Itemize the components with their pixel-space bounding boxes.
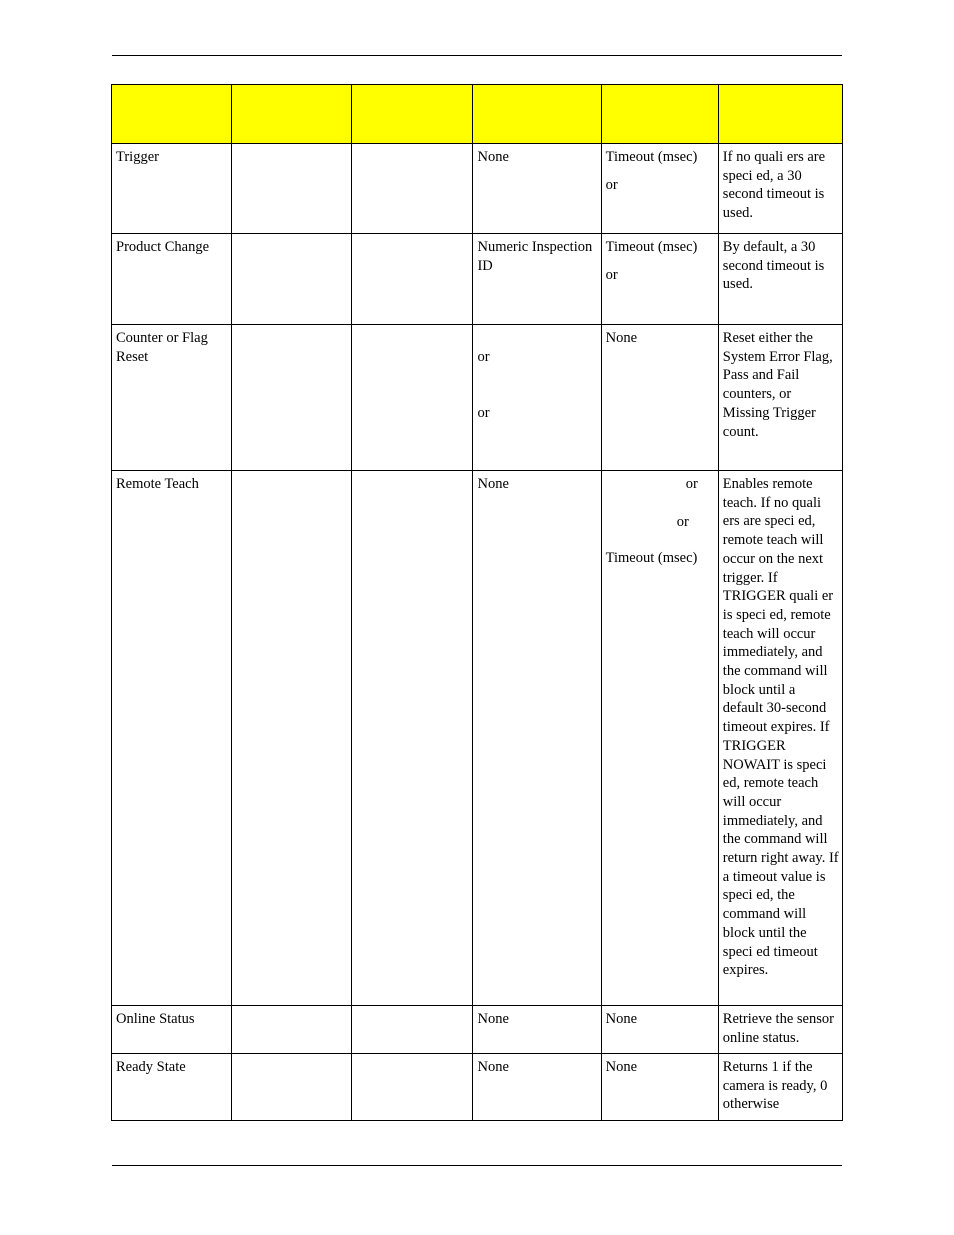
parameter-cell: [473, 325, 601, 471]
col3-cell: [352, 144, 473, 234]
description-text: ers are speci: [722, 149, 826, 184]
table-row: [112, 325, 843, 471]
qualifier-text: None: [605, 1059, 638, 1075]
table-row: [112, 234, 843, 325]
col3-cell: [352, 1054, 473, 1121]
description-text: ed, a 30 second timeout is used.: [722, 167, 825, 222]
parameter-text: None: [477, 1059, 509, 1075]
description-cell: [718, 325, 842, 471]
description-cell: [718, 144, 842, 234]
parameter-cell: [473, 1006, 601, 1054]
qualifier-text: Timeout (msec): [605, 239, 698, 255]
col2-cell: [232, 325, 352, 471]
qualifier-text: Timeout (msec): [605, 149, 698, 165]
parameter-text: or: [477, 404, 490, 421]
qualifier-text: or: [605, 266, 618, 283]
description-cell: [718, 471, 842, 1006]
description-text: By default, a 30 second timeout is used.: [722, 239, 825, 293]
parameter-text: None: [477, 476, 509, 492]
description-text: Returns 1 if the camera is ready, 0 otherwise: [722, 1059, 828, 1113]
parameter-text: None: [477, 149, 509, 165]
header-cell: [352, 85, 473, 144]
table-row: [112, 471, 843, 1006]
command-cell: Trigger: [112, 144, 232, 234]
qualifier-cell: [601, 1054, 718, 1121]
qualifier-text: Timeout (msec): [605, 550, 698, 567]
command-cell: Online Status: [112, 1006, 232, 1054]
description-text: Retrieve the sensor online status.: [722, 1011, 834, 1046]
qualifier-cell: [601, 234, 718, 325]
command-table: [111, 84, 843, 1121]
table-row: [112, 1054, 843, 1121]
command-cell: Counter or Flag Reset: [112, 325, 232, 471]
col3-cell: [352, 471, 473, 1006]
parameter-cell: [473, 471, 601, 1006]
description-cell: [718, 234, 842, 325]
parameter-text: or: [477, 349, 490, 365]
qualifier-cell: [601, 144, 718, 234]
header-rule: [112, 55, 842, 56]
qualifier-cell: [601, 325, 718, 471]
col2-cell: [232, 144, 352, 234]
command-cell: Product Change: [112, 234, 232, 325]
qualifier-cell: [601, 471, 718, 1006]
col3-cell: [352, 1006, 473, 1054]
table-row: [112, 144, 843, 234]
header-cell: [718, 85, 842, 144]
header-cell: [232, 85, 352, 144]
parameter-cell: [473, 234, 601, 325]
parameter-cell: [473, 1054, 601, 1121]
header-cell: [473, 85, 601, 144]
header-cell: [601, 85, 718, 144]
footer-rule: [112, 1165, 842, 1166]
parameter-text: Numeric Inspection ID: [477, 239, 593, 274]
col3-cell: [352, 234, 473, 325]
qualifier-text: or: [685, 476, 698, 492]
col2-cell: [232, 471, 352, 1006]
col2-cell: [232, 1006, 352, 1054]
table-header: [112, 85, 843, 144]
description-cell: [718, 1006, 842, 1054]
qualifier-cell: [601, 1006, 718, 1054]
command-cell: Remote Teach: [112, 471, 232, 1006]
qualifier-text: or: [605, 176, 618, 193]
col3-cell: [352, 325, 473, 471]
header-cell: [112, 85, 232, 144]
parameter-text: None: [477, 1011, 509, 1027]
description-text: If no quali: [722, 149, 784, 165]
description-cell: [718, 1054, 842, 1121]
parameter-cell: [473, 144, 601, 234]
description-text: Enables remote teach. If no quali ers are speci ed, remote teach will occur on the next trigger. If TRIGGER quali er is speci ed, remote teach will occur immediately, and the command will block until a default 30-second timeout expires. If TRIGGER NOWAIT is speci ed, remote teach will occur immediately, and the command will return right away. If a timeout value is speci ed, the command will block until the speci ed timeout expires.: [722, 476, 839, 979]
command-cell: Ready State: [112, 1054, 232, 1121]
qualifier-text: None: [605, 1011, 638, 1027]
col2-cell: [232, 1054, 352, 1121]
description-text: Reset either the System Error Flag, Pass and Fail counters, or Missing Trigger count.: [722, 330, 833, 440]
qualifier-text: None: [605, 330, 638, 346]
qualifier-text: or: [676, 513, 689, 530]
col2-cell: [232, 234, 352, 325]
table-row: [112, 1006, 843, 1054]
